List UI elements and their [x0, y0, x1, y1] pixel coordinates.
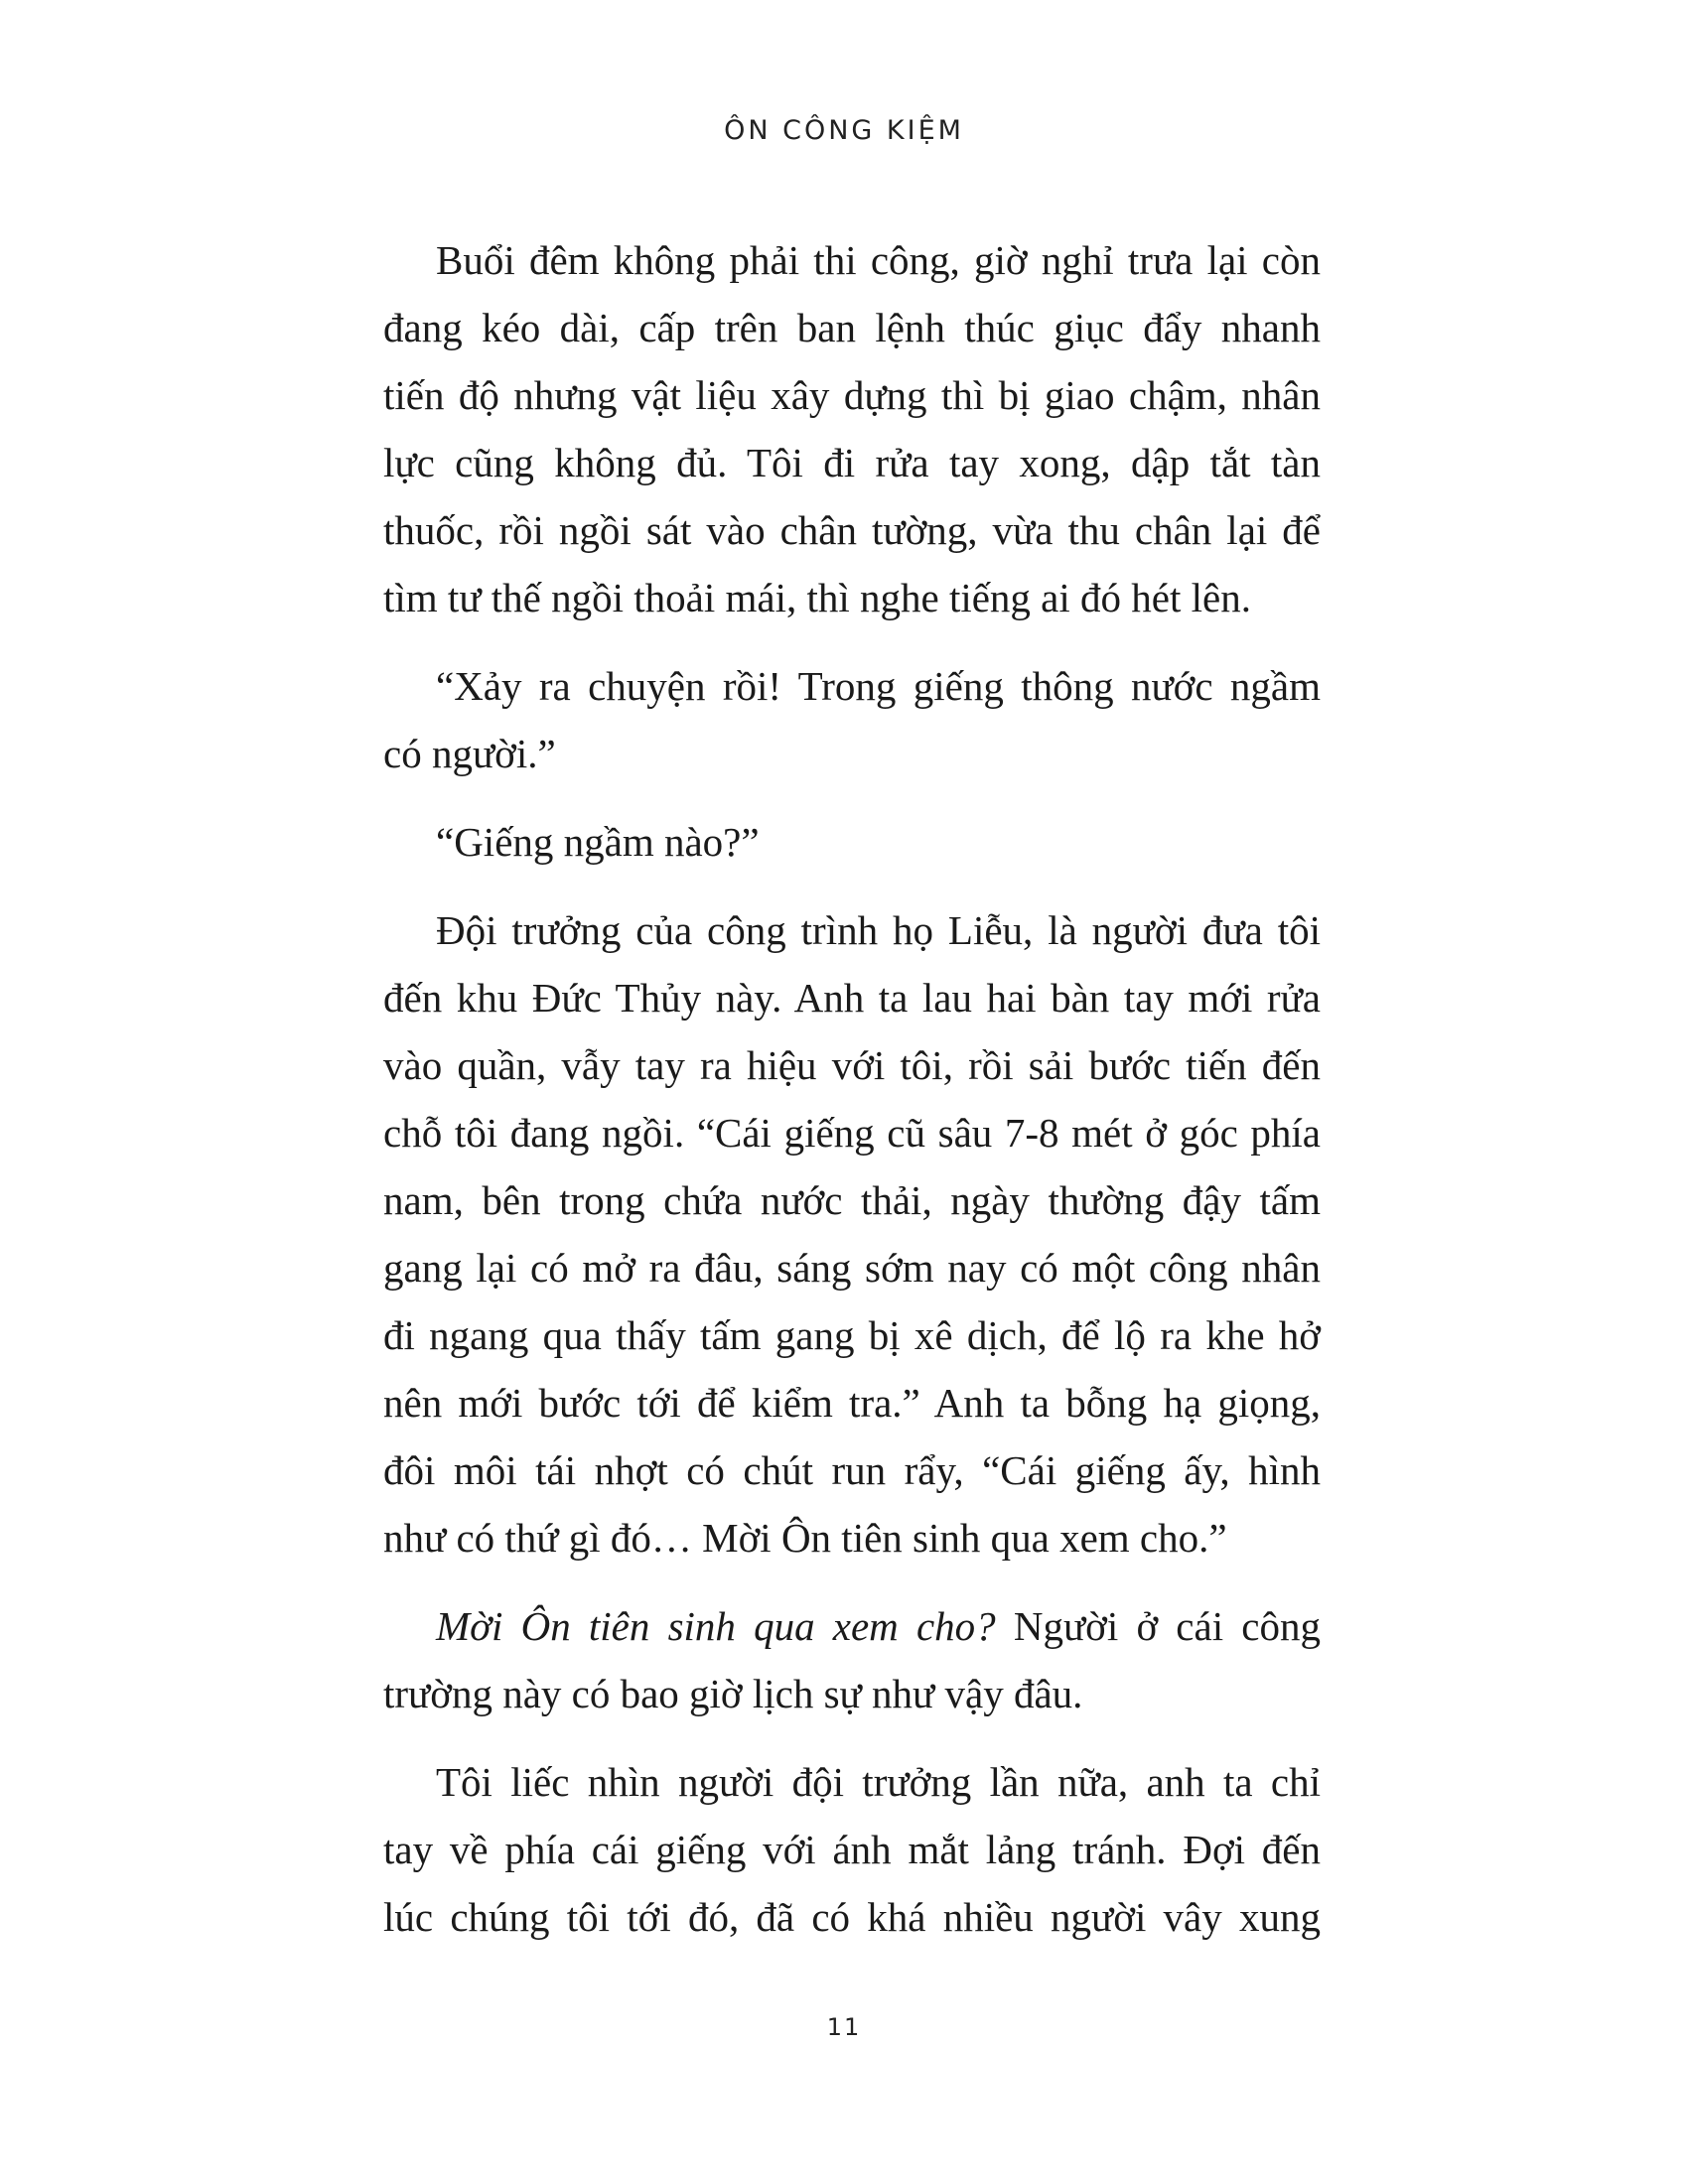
text-line: nam, bên trong chứa nước thải, ngày thường đậy tấm: [383, 1177, 1321, 1223]
text-line: trường này có bao giờ lịch sự như vậy đâu.: [383, 1671, 1083, 1716]
paragraph: [383, 896, 1321, 1571]
text-line: tiến độ nhưng vật liệu xây dựng thì bị giao chậm, nhân: [383, 372, 1321, 418]
text-line: chỗ tôi đang ngồi. “Cái giếng cũ sâu 7-8 mét ở góc phía: [383, 1110, 1321, 1156]
paragraph: [383, 226, 1321, 631]
text-line: gang lại có mở ra đâu, sáng sớm nay có một công nhân: [383, 1245, 1321, 1291]
italic-text: Mời Ôn tiên sinh qua xem cho?: [436, 1603, 996, 1649]
page-number: 11: [826, 2013, 862, 2041]
text-line: vào quần, vẫy tay ra hiệu với tôi, rồi sải bước tiến đến: [383, 1042, 1321, 1088]
text-line: có người.”: [383, 731, 556, 776]
text-line: lúc chúng tôi tới đó, đã có khá nhiều người vây xung: [383, 1894, 1321, 1940]
text-line: tìm tư thế ngồi thoải mái, thì nghe tiếng ai đó hét lên.: [383, 575, 1251, 620]
text-line: Tôi liếc nhìn người đội trưởng lần nữa, anh ta chỉ: [436, 1759, 1321, 1805]
paragraph: [383, 808, 1321, 876]
text-line: thuốc, rồi ngồi sát vào chân tường, vừa thu chân lại để: [383, 507, 1321, 553]
text-line: “Giếng ngầm nào?”: [436, 819, 760, 865]
text-line: lực cũng không đủ. Tôi đi rửa tay xong, dập tắt tàn: [383, 440, 1321, 485]
paragraph: [383, 1748, 1321, 1951]
body-text: [383, 226, 1321, 1972]
paragraph: [383, 1592, 1321, 1727]
text-line: tay về phía cái giếng với ánh mắt lảng tránh. Đợi đến: [383, 1827, 1321, 1872]
text-line: đến khu Đức Thủy này. Anh ta lau hai bàn tay mới rửa: [383, 975, 1321, 1021]
text-line: đi ngang qua thấy tấm gang bị xê dịch, để lộ ra khe hở: [383, 1312, 1321, 1358]
text-line: như có thứ gì đó… Mời Ôn tiên sinh qua xem cho.”: [383, 1515, 1227, 1561]
text-line: đôi môi tái nhợt có chút run rẩy, “Cái giếng ấy, hình: [383, 1447, 1321, 1493]
paragraph: [383, 652, 1321, 787]
text-segment: Người ở cái công: [995, 1603, 1321, 1649]
text-line: nên mới bước tới để kiểm tra.” Anh ta bỗng hạ giọng,: [383, 1380, 1321, 1426]
text-line: Đội trưởng của công trình họ Liễu, là người đưa tôi: [436, 907, 1321, 953]
running-head: ÔN CÔNG KIỆM: [724, 115, 964, 146]
text-line: đang kéo dài, cấp trên ban lệnh thúc giục đẩy nhanh: [383, 305, 1321, 350]
text-line: [383, 1592, 1321, 1660]
text-line: Buổi đêm không phải thi công, giờ nghỉ trưa lại còn: [436, 237, 1321, 283]
text-line: “Xảy ra chuyện rồi! Trong giếng thông nước ngầm: [436, 663, 1321, 709]
